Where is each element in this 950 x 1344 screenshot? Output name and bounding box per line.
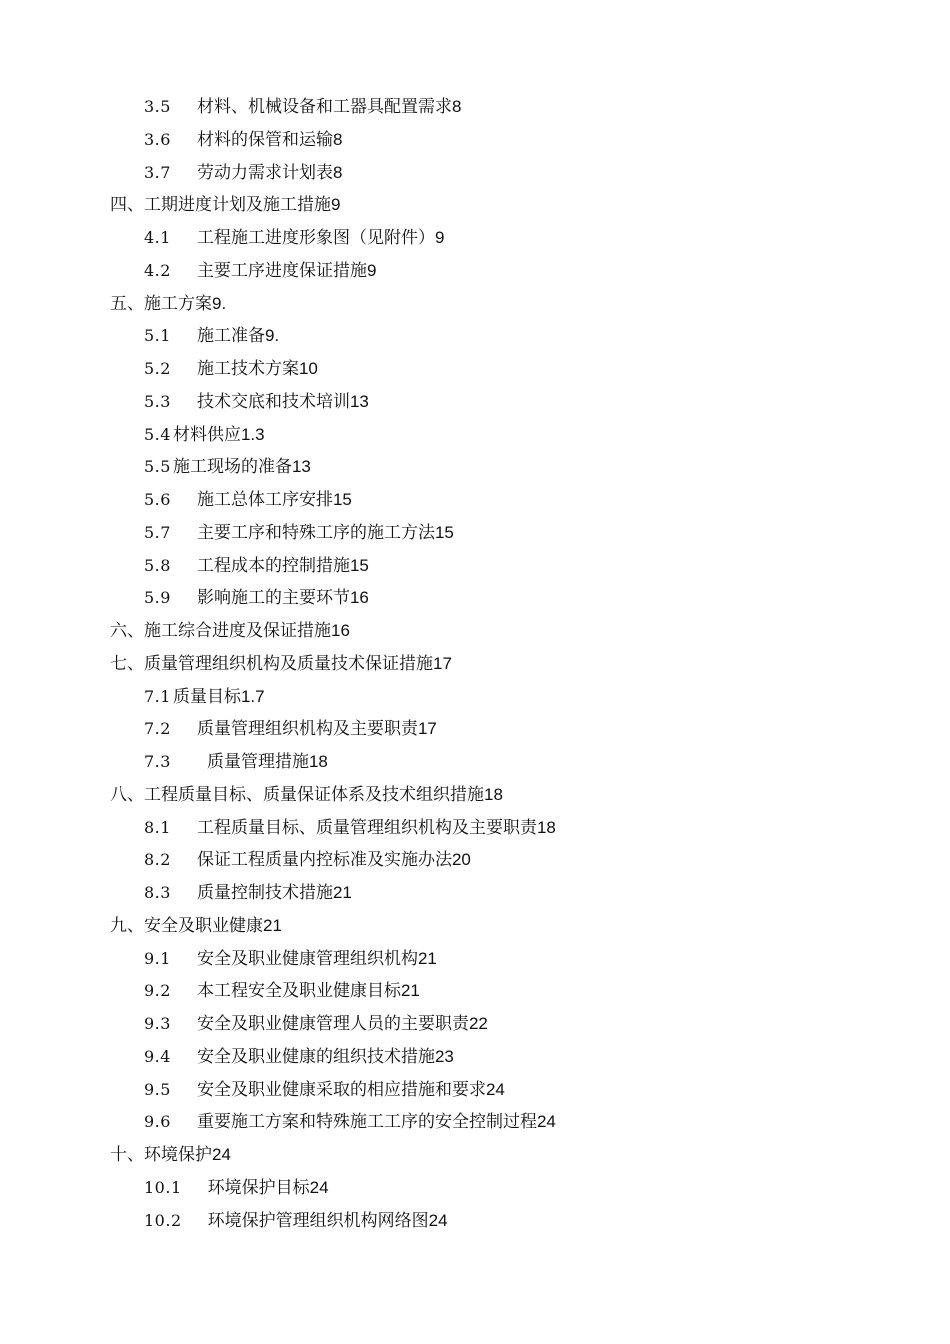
toc-entry-page-number: 24 (536, 1112, 556, 1131)
toc-entry-title: 主要工序和特殊工序的施工方法 (196, 523, 435, 543)
toc-chapter-entry (110, 650, 452, 678)
toc-entry-page-number: 21 (332, 883, 352, 902)
toc-section-entry (144, 552, 369, 580)
toc-entry-page-number: 9 (434, 228, 445, 247)
toc-section-entry (144, 257, 376, 285)
toc-entry-page-number: 24 (428, 1211, 448, 1230)
toc-entry-page-number: 9 (331, 195, 341, 214)
toc-entry-page-number: 21 (263, 916, 282, 935)
toc-entry-page-number: 1.3 (240, 425, 265, 444)
toc-entry-title: 质量目标 (172, 687, 241, 707)
toc-section-entry (144, 421, 265, 449)
toc-entry-number: 3.7 (144, 163, 171, 182)
toc-entry-title: 四、工期进度计划及施工措施 (110, 195, 331, 215)
toc-entry-page-number: 8 (451, 97, 462, 116)
toc-entry-title: 安全及职业健康管理人员的主要职责 (196, 1014, 469, 1034)
toc-entry-page-number: 13 (349, 392, 369, 411)
toc-entry-title: 保证工程质量内控标准及实施办法 (196, 850, 452, 870)
toc-section-entry (144, 1108, 556, 1136)
toc-entry-page-number: 15 (332, 490, 352, 509)
toc-entry-page-number: 24 (485, 1080, 505, 1099)
toc-entry-title: 施工现场的准备 (172, 457, 292, 477)
toc-entry-number: 8.2 (144, 850, 171, 869)
toc-entry-title: 工程质量目标、质量管理组织机构及主要职责 (196, 818, 537, 838)
toc-entry-page-number: 9. (212, 294, 227, 313)
toc-entry-page-number: 9 (366, 261, 377, 280)
toc-entry-number: 5.9 (144, 588, 171, 607)
toc-entry-number: 7.3 (144, 752, 171, 771)
toc-section-entry (144, 453, 311, 481)
toc-entry-title: 九、安全及职业健康 (110, 916, 263, 936)
toc-entry-page-number: 10 (298, 359, 318, 378)
toc-entry-title: 主要工序进度保证措施 (196, 261, 367, 281)
toc-entry-page-number: 20 (451, 850, 471, 869)
toc-section-entry (144, 486, 352, 514)
toc-entry-title: 施工总体工序安排 (196, 490, 333, 510)
toc-entry-title: 环境保护目标 (207, 1178, 310, 1198)
toc-section-entry (144, 945, 437, 973)
toc-entry-page-number: 17 (433, 654, 452, 673)
toc-entry-number: 7.2 (144, 719, 171, 738)
toc-section-entry (144, 322, 279, 350)
toc-entry-title: 七、质量管理组织机构及质量技术保证措施 (110, 654, 433, 674)
toc-entry-page-number: 15 (349, 556, 369, 575)
toc-entry-title: 六、施工综合进度及保证措施 (110, 621, 331, 641)
toc-entry-title: 施工技术方案 (196, 359, 299, 379)
toc-entry-number: 4.1 (144, 228, 171, 247)
toc-section-entry (144, 1207, 448, 1235)
toc-entry-page-number: 8 (332, 163, 343, 182)
toc-entry-number: 9.5 (144, 1080, 171, 1099)
toc-chapter-entry (110, 191, 340, 219)
toc-entry-title: 八、工程质量目标、质量保证体系及技术组织措施 (110, 785, 484, 805)
toc-entry-title: 影响施工的主要环节 (196, 588, 350, 608)
toc-section-entry (144, 388, 369, 416)
toc-entry-title: 质量控制技术措施 (196, 883, 333, 903)
toc-section-entry (144, 1076, 505, 1104)
toc-entry-page-number: 13 (291, 457, 311, 476)
toc-entry-title: 材料供应 (172, 425, 241, 445)
toc-entry-title: 劳动力需求计划表 (196, 163, 333, 183)
toc-entry-page-number: 24 (212, 1145, 231, 1164)
toc-entry-title: 工程成本的控制措施 (196, 556, 350, 576)
toc-entry-number: 5.1 (144, 326, 171, 345)
toc-entry-page-number: 16 (331, 621, 350, 640)
toc-entry-page-number: 23 (434, 1047, 454, 1066)
toc-section-entry (144, 1043, 454, 1071)
toc-entry-title: 工程施工进度形象图（见附件） (196, 228, 435, 248)
toc-entry-title: 五、施工方案 (110, 294, 212, 314)
toc-entry-title: 重要施工方案和特殊施工工序的安全控制过程 (196, 1112, 537, 1132)
toc-entry-page-number: 17 (417, 719, 437, 738)
toc-entry-page-number: 24 (309, 1178, 329, 1197)
toc-entry-number: 9.6 (144, 1112, 171, 1131)
toc-entry-page-number: 15 (434, 523, 454, 542)
toc-entry-number: 5.7 (144, 523, 171, 542)
toc-entry-page-number: 9. (264, 326, 280, 345)
toc-entry-number: 5.5 (144, 457, 171, 476)
toc-entry-number: 9.4 (144, 1047, 171, 1066)
toc-section-entry (144, 93, 461, 121)
toc-section-entry (144, 683, 265, 711)
toc-chapter-entry (110, 912, 282, 940)
toc-entry-page-number: 21 (417, 949, 437, 968)
toc-section-entry (144, 814, 556, 842)
toc-entry-title: 安全及职业健康的组织技术措施 (196, 1047, 435, 1067)
toc-entry-title: 安全及职业健康采取的相应措施和要求 (196, 1080, 486, 1100)
toc-section-entry (144, 748, 328, 776)
toc-entry-page-number: 22 (468, 1014, 488, 1033)
toc-entry-number: 9.3 (144, 1014, 171, 1033)
toc-entry-number: 3.5 (144, 97, 171, 116)
toc-section-entry (144, 715, 437, 743)
toc-entry-number: 8.3 (144, 883, 171, 902)
toc-entry-page-number: 18 (308, 752, 328, 771)
toc-entry-title: 材料的保管和运输 (196, 130, 333, 150)
toc-entry-title: 材料、机械设备和工器具配置需求 (196, 97, 452, 117)
toc-entry-number: 5.8 (144, 556, 171, 575)
toc-entry-number: 7.1 (144, 687, 171, 706)
toc-entry-number: 9.1 (144, 949, 171, 968)
toc-section-entry (144, 1174, 329, 1202)
toc-section-entry (144, 1010, 488, 1038)
toc-entry-title: 本工程安全及职业健康目标 (196, 981, 401, 1001)
toc-section-entry (144, 846, 471, 874)
toc-section-entry (144, 224, 444, 252)
toc-entry-number: 10.1 (144, 1178, 182, 1197)
toc-entry-page-number: 8 (332, 130, 343, 149)
toc-section-entry (144, 519, 454, 547)
toc-entry-title: 十、环境保护 (110, 1145, 212, 1165)
toc-entry-number: 3.6 (144, 130, 171, 149)
toc-entry-title: 质量管理组织机构及主要职责 (196, 719, 418, 739)
toc-entry-number: 5.2 (144, 359, 171, 378)
toc-entry-number: 5.3 (144, 392, 171, 411)
toc-entry-title: 环境保护管理组织机构网络图 (207, 1211, 429, 1231)
toc-entry-number: 5.4 (144, 425, 171, 444)
toc-section-entry (144, 584, 369, 612)
toc-chapter-entry (110, 1141, 231, 1169)
toc-section-entry (144, 977, 420, 1005)
toc-entry-page-number: 16 (349, 588, 369, 607)
toc-chapter-entry (110, 290, 226, 318)
toc-entry-number: 9.2 (144, 981, 171, 1000)
toc-entry-page-number: 18 (536, 818, 556, 837)
toc-entry-number: 4.2 (144, 261, 171, 280)
toc-entry-page-number: 1.7 (240, 687, 265, 706)
toc-section-entry (144, 159, 342, 187)
toc-entry-page-number: 18 (484, 785, 503, 804)
toc-entry-title: 技术交底和技术培训 (196, 392, 350, 412)
toc-entry-title: 质量管理措施 (206, 752, 309, 772)
toc-entry-number: 10.2 (144, 1211, 182, 1230)
toc-section-entry (144, 126, 342, 154)
toc-entry-title: 施工准备 (196, 326, 265, 346)
toc-entry-number: 5.6 (144, 490, 171, 509)
toc-chapter-entry (110, 781, 503, 809)
toc-entry-title: 安全及职业健康管理组织机构 (196, 949, 418, 969)
toc-section-entry (144, 879, 352, 907)
toc-entry-number: 8.1 (144, 818, 171, 837)
toc-section-entry (144, 355, 318, 383)
toc-entry-page-number: 21 (400, 981, 420, 1000)
toc-chapter-entry (110, 617, 350, 645)
